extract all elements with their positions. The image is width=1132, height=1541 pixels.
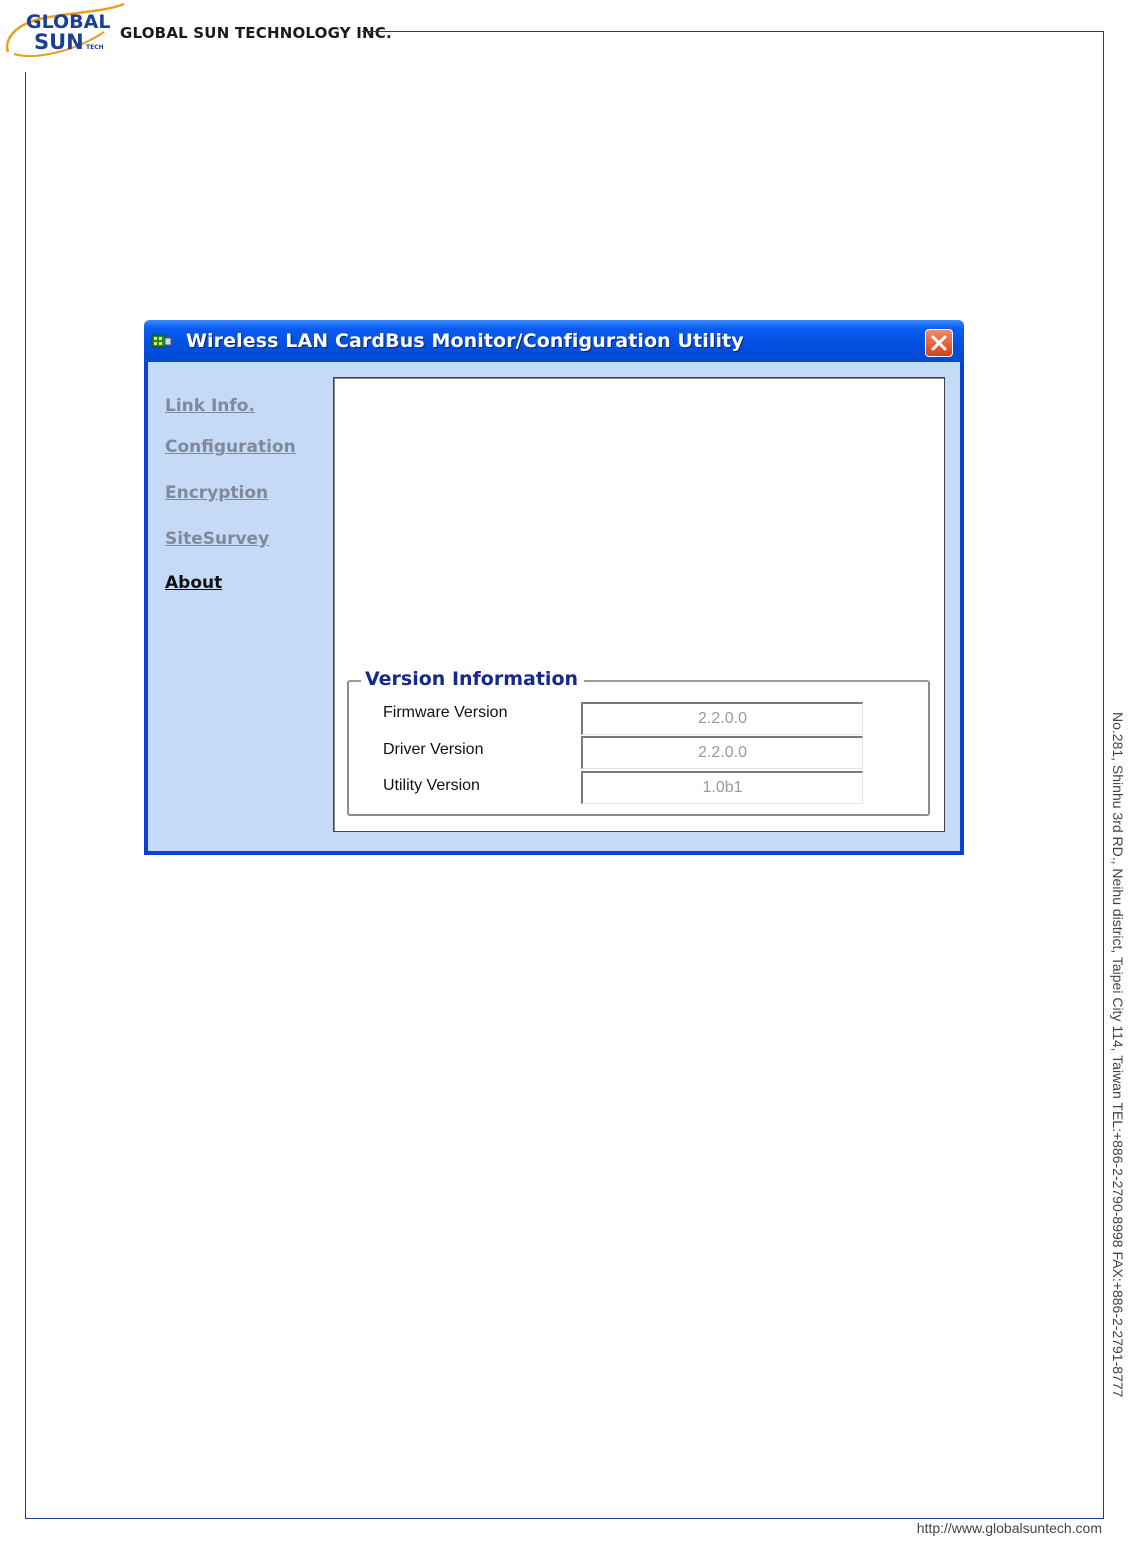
- company-name: GLOBAL SUN TECHNOLOGY INC.: [120, 24, 392, 42]
- nav-configuration[interactable]: Configuration: [165, 437, 296, 457]
- company-address: No.281, Shinhu 3rd RD., Neihu district, Taipei City 114, Taiwan TEL:+886-2-2790-8998 FAX:+886-2-2791-8777: [1110, 712, 1126, 1398]
- utility-version-field: 1.0b1: [581, 771, 863, 804]
- frame-line-bottom: [25, 1518, 1104, 1519]
- window-title: Wireless LAN CardBus Monitor/Configuration Utility: [186, 330, 744, 352]
- window-client-area: [148, 362, 960, 851]
- svg-text:GLOBAL: GLOBAL: [26, 11, 111, 33]
- footer-url[interactable]: http://www.globalsuntech.com: [916, 1520, 1102, 1536]
- utility-version-label: Utility Version: [383, 777, 480, 794]
- network-card-icon: [152, 333, 172, 349]
- version-info-title: Version Information: [361, 668, 584, 690]
- about-panel: [333, 377, 945, 832]
- window-titlebar[interactable]: [144, 320, 964, 362]
- company-logo: [4, 2, 116, 60]
- version-info-group: [347, 668, 930, 816]
- close-icon: [931, 335, 947, 351]
- svg-text:SUN: SUN: [34, 30, 84, 54]
- frame-line-top: [362, 31, 1104, 32]
- svg-text:TECH: TECH: [86, 44, 104, 51]
- nav-site-survey[interactable]: SiteSurvey: [165, 529, 270, 549]
- nav-link-info[interactable]: Link Info.: [165, 396, 255, 416]
- frame-line-left: [25, 72, 26, 1519]
- nav-encryption[interactable]: Encryption: [165, 483, 269, 503]
- driver-version-field: 2.2.0.0: [581, 736, 863, 769]
- nav-about[interactable]: About: [165, 573, 223, 593]
- close-button[interactable]: [925, 329, 953, 357]
- firmware-version-field: 2.2.0.0: [581, 702, 863, 735]
- driver-version-label: Driver Version: [383, 741, 484, 758]
- firmware-version-label: Firmware Version: [383, 704, 508, 721]
- utility-window: [144, 320, 964, 855]
